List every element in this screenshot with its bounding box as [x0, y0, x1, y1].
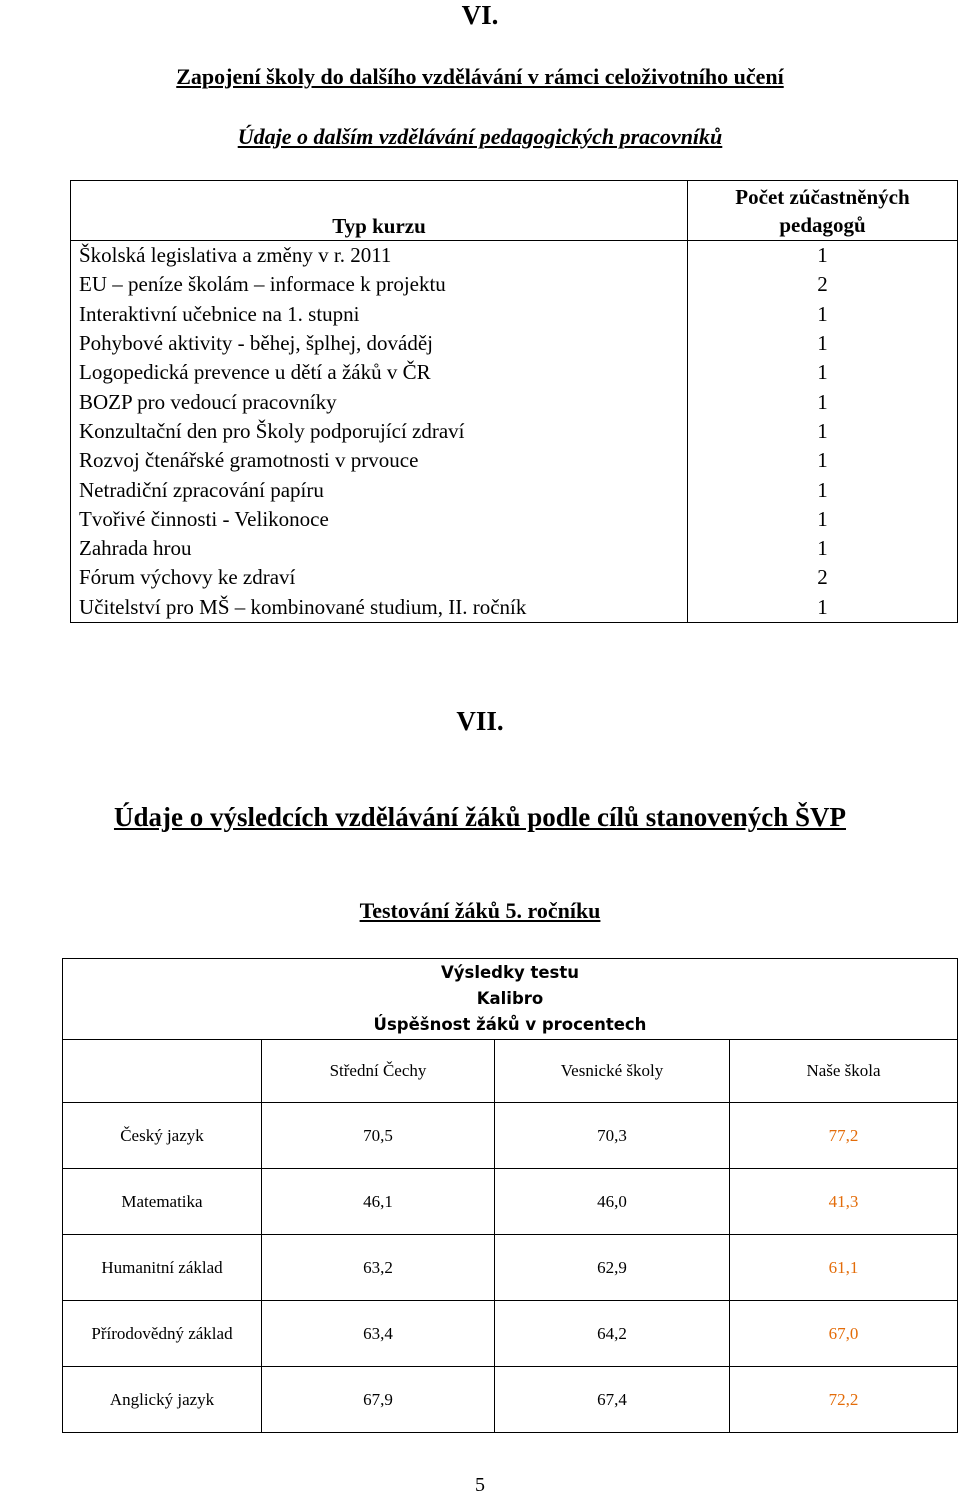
- header-course-type: Typ kurzu: [71, 181, 688, 241]
- table-row: [71, 300, 958, 329]
- section-title: Zapojení školy do dalšího vzdělávání v rámci celoživotního učení: [176, 64, 784, 89]
- results-title-line: Výsledky testu: [440, 963, 579, 982]
- participant-count: 1: [688, 475, 958, 504]
- table-row: [71, 593, 958, 623]
- courses-table: [70, 180, 958, 623]
- value-nase-skola: 67,0: [730, 1301, 958, 1367]
- participant-count: 1: [688, 446, 958, 475]
- section-title: Údaje o výsledcích vzdělávání žáků podle cílů stanovených ŠVP: [113, 802, 847, 832]
- participant-count: 1: [688, 387, 958, 416]
- results-column-header-row: [63, 1040, 958, 1103]
- table-row: [63, 1103, 958, 1169]
- section-number: VII.: [456, 706, 504, 736]
- table-row: [63, 1301, 958, 1367]
- results-table: [62, 958, 958, 1433]
- value-nase-skola: 61,1: [730, 1235, 958, 1301]
- participant-count: 1: [688, 593, 958, 623]
- table-row: [71, 505, 958, 534]
- value-vesnicke-skoly: 64,2: [495, 1301, 730, 1367]
- table-row: [71, 534, 958, 563]
- course-name: BOZP pro vedoucí pracovníky: [71, 387, 688, 416]
- participant-count: 1: [688, 358, 958, 387]
- value-stredni-cechy: 70,5: [262, 1103, 495, 1169]
- participant-count: 1: [688, 534, 958, 563]
- table-row: [71, 387, 958, 416]
- section-subtitle: Testování žáků 5. ročníku: [359, 898, 601, 923]
- subject-name: Český jazyk: [63, 1103, 262, 1169]
- value-nase-skola: 77,2: [730, 1103, 958, 1169]
- column-header-nase-skola: Naše škola: [730, 1040, 958, 1103]
- participant-count: 1: [688, 300, 958, 329]
- column-header-vesnicke-skoly: Vesnické školy: [495, 1040, 730, 1103]
- table-row: [63, 1367, 958, 1433]
- course-name: Zahrada hrou: [71, 534, 688, 563]
- value-vesnicke-skoly: 62,9: [495, 1235, 730, 1301]
- table-row: [71, 446, 958, 475]
- participant-count: 1: [688, 329, 958, 358]
- value-stredni-cechy: 67,9: [262, 1367, 495, 1433]
- section-number: VI.: [461, 0, 499, 30]
- subject-name: Matematika: [63, 1169, 262, 1235]
- course-name: Interaktivní učebnice na 1. stupni: [71, 300, 688, 329]
- table-row: [63, 1169, 958, 1235]
- results-title-row: [63, 959, 958, 1040]
- course-name: Fórum výchovy ke zdraví: [71, 563, 688, 592]
- participant-count: 2: [688, 270, 958, 299]
- course-name: Učitelství pro MŠ – kombinované studium, II. ročník: [71, 593, 688, 623]
- results-title: [230, 960, 790, 1038]
- value-nase-skola: 41,3: [730, 1169, 958, 1235]
- participant-count: 1: [688, 417, 958, 446]
- course-name: Konzultační den pro Školy podporující zdraví: [71, 417, 688, 446]
- participant-count: 2: [688, 563, 958, 592]
- course-name: Netradiční zpracování papíru: [71, 475, 688, 504]
- table-row: [63, 1235, 958, 1301]
- results-title-line: Úspěšnost žáků v procentech: [373, 1015, 647, 1034]
- results-title-cell: [63, 959, 958, 1040]
- value-vesnicke-skoly: 70,3: [495, 1103, 730, 1169]
- subject-name: Přírodovědný základ: [63, 1301, 262, 1367]
- table-row: [71, 241, 958, 271]
- course-name: EU – peníze školám – informace k projektu: [71, 270, 688, 299]
- table-header-row: [71, 181, 958, 241]
- results-title-line: Kalibro: [476, 989, 544, 1008]
- section-subtitle: Údaje o dalším vzdělávání pedagogických pracovníků: [237, 124, 723, 149]
- column-header-stredni-cechy: Střední Čechy: [262, 1040, 495, 1103]
- value-stredni-cechy: 63,2: [262, 1235, 495, 1301]
- table-row: [71, 475, 958, 504]
- column-header-empty: [63, 1040, 262, 1103]
- value-vesnicke-skoly: 67,4: [495, 1367, 730, 1433]
- subject-name: Anglický jazyk: [63, 1367, 262, 1433]
- course-name: Rozvoj čtenářské gramotnosti v prvouce: [71, 446, 688, 475]
- table-row: [71, 270, 958, 299]
- subject-name: Humanitní základ: [63, 1235, 262, 1301]
- participant-count: 1: [688, 505, 958, 534]
- table-row: [71, 358, 958, 387]
- header-participant-count: Počet zúčastněných pedagogů: [688, 181, 958, 241]
- value-stredni-cechy: 63,4: [262, 1301, 495, 1367]
- table-row: [71, 417, 958, 446]
- value-vesnicke-skoly: 46,0: [495, 1169, 730, 1235]
- table-row: [71, 329, 958, 358]
- course-name: Tvořivé činnosti - Velikonoce: [71, 505, 688, 534]
- table-row: [71, 563, 958, 592]
- course-name: Pohybové aktivity - běhej, šplhej, dováděj: [71, 329, 688, 358]
- page-number: 5: [475, 1474, 485, 1496]
- course-name: Logopedická prevence u dětí a žáků v ČR: [71, 358, 688, 387]
- participant-count: 1: [688, 241, 958, 271]
- value-nase-skola: 72,2: [730, 1367, 958, 1433]
- value-stredni-cechy: 46,1: [262, 1169, 495, 1235]
- course-name: Školská legislativa a změny v r. 2011: [71, 241, 688, 271]
